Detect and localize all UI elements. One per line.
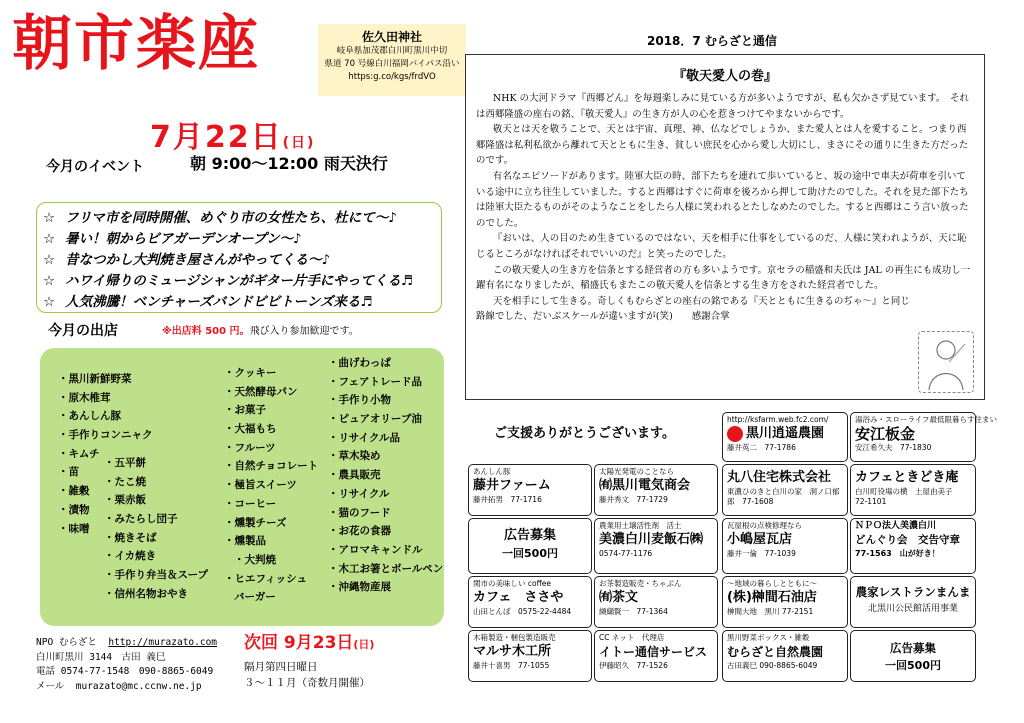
shop-item: ・草木染め — [328, 450, 381, 463]
shop-item: ・手作り弁当＆スープ — [104, 569, 208, 582]
shops-panel — [40, 348, 444, 626]
event-item-text: フリマ市を同時開催、めぐり市の女性たち、杜にて～♪ — [65, 210, 397, 226]
saigo-portrait-icon — [918, 331, 974, 393]
sponsor-name: 美濃白川麦飯石㈱ — [599, 532, 704, 547]
shop-item: バーガー — [234, 591, 276, 604]
shrine-url[interactable]: https:g.co/kgs/frdVO — [348, 72, 436, 82]
event-item — [43, 206, 397, 226]
sponsor-name: 広告募集 — [890, 641, 936, 655]
sponsor-name: 農家レストランまんま — [855, 585, 971, 599]
shop-item: ・みたらし団子 — [104, 513, 178, 526]
shop-item: ・沖縄物産展 — [328, 581, 391, 594]
sponsor-name: むらざと自然農園 — [727, 645, 824, 659]
star-icon: ☆ — [43, 294, 56, 310]
sponsor-sub: 黒川野菜ボックス・雑穀 — [727, 633, 810, 642]
shops-column-3 — [224, 364, 318, 607]
sponsor-card[interactable] — [468, 518, 592, 574]
sponsor-sub: ～地域の暮らしとともに～ — [727, 579, 817, 588]
event-date-text: 7月22日 — [150, 120, 283, 155]
newsletter-body — [476, 91, 974, 325]
sponsor-contact: 藤井英二 77-1786 — [727, 443, 796, 452]
shop-item: ・イカ焼き — [104, 550, 157, 563]
shop-item: ・原木椎茸 — [58, 391, 111, 404]
shop-item: ・リサイクル — [328, 487, 390, 500]
shop-item: ・漬物 — [58, 503, 90, 516]
sponsor-card[interactable] — [850, 464, 976, 516]
sponsor-card[interactable] — [468, 576, 592, 628]
shop-item: ・キムチ — [58, 447, 100, 460]
shop-item: ・燻製品 — [224, 535, 266, 548]
sponsor-name: ㈲茶文 — [599, 590, 639, 605]
shop-item: ・クッキー — [224, 367, 277, 379]
newsletter-paragraph: NHK の大河ドラマ『西郷どん』を毎週楽しみに見ている方が多いようですが、私も欠かさず見ています。 それは西郷隆盛の座右の銘、『敬天愛人』の生き方が人の心を惹きつけてやまないからです。 — [476, 93, 970, 120]
sponsor-contact: 藤井拓男 77-1716 — [473, 495, 542, 504]
sponsor-sub: 湯浴み・スローライフ最低限暮らす住まい — [855, 415, 998, 424]
sponsor-name: 黒川逍遥農園 — [746, 426, 825, 441]
event-item-text: 暑い！朝からビアガーデンオープン～♪ — [65, 231, 302, 247]
sponsor-contact: 藤井一倫 77-1039 — [727, 549, 796, 558]
next-months: ３～１１月（奇数月開催） — [244, 677, 370, 689]
event-time: 朝 9:00～12:00 雨天決行 — [190, 154, 388, 173]
shop-item: ・お花の食器 — [328, 525, 391, 538]
event-date — [150, 112, 315, 156]
shop-item: ・猫のフード — [328, 506, 391, 519]
sponsor-card[interactable] — [850, 412, 998, 462]
shop-item: ・信州名物おやき — [104, 587, 188, 600]
shop-item: ・大判焼 — [234, 553, 276, 566]
shop-item: ・たこ焼 — [104, 475, 146, 488]
sponsor-sub: 瓦屋根の点検修理なら — [727, 521, 802, 530]
shops-welcome: 飛び入り参加歓迎です。 — [249, 326, 359, 337]
farm-logo-icon — [727, 426, 743, 442]
footer-url[interactable]: http://murazato.com — [108, 637, 218, 648]
shop-item: ・フェアトレード品 — [328, 375, 422, 388]
shops-fee: ※出店料 500 円。 — [162, 326, 250, 337]
sponsor-contact: 一回500円 — [885, 659, 941, 672]
sponsor-card[interactable] — [722, 412, 848, 462]
event-list — [36, 202, 442, 313]
page-title: 朝市楽座 — [12, 9, 260, 79]
sponsor-card[interactable] — [594, 630, 718, 682]
footer-mail[interactable]: murazato@mc.ccnw.ne.jp — [75, 680, 202, 692]
sponsor-sub: http://ksfarm.web.fc2.com/ — [727, 415, 829, 424]
star-icon: ☆ — [43, 231, 56, 247]
footer-org: NPO むらざと — [36, 637, 97, 648]
sponsor-sub: 農業用土壌活性剤 活土 — [599, 521, 682, 530]
shop-item: ・栗赤飯 — [104, 494, 146, 507]
star-icon: ☆ — [43, 252, 56, 268]
sponsor-name: 小嶋屋瓦店 — [727, 532, 793, 547]
event-item — [43, 269, 413, 289]
shop-item: ・曲げわっぱ — [328, 357, 391, 369]
sponsor-contact: 安江希久夫 77-1830 — [855, 443, 932, 452]
sponsor-card[interactable] — [722, 630, 848, 682]
footer-phone: 電話 0574-77-1548 090-8865-6049 — [36, 666, 214, 677]
shrine-info — [318, 24, 466, 96]
sponsor-contact: 一回500円 — [502, 547, 558, 560]
sponsor-card[interactable] — [468, 464, 592, 516]
shop-item: ・フルーツ — [224, 441, 276, 454]
newsletter-title: 『敬天愛人の巻』 — [672, 69, 777, 84]
event-label: 今月のイベント — [46, 159, 144, 175]
sponsor-sub: あんしん豚 — [473, 467, 511, 476]
next-day: (日) — [353, 638, 375, 651]
shop-item: ・焼きそば — [104, 531, 157, 544]
event-day: (日) — [282, 135, 316, 151]
shrine-name: 佐久田神社 — [361, 30, 422, 44]
sponsor-sub: ＮＰＯ法人美濃白川 — [855, 521, 937, 531]
sponsor-sub: CC ネット 代理店 — [599, 633, 665, 642]
shop-item: ・お菓子 — [224, 404, 266, 417]
shop-item: ・自然チョコレート — [224, 460, 319, 473]
shop-item: ・ヒエフィッシュ — [224, 572, 307, 585]
sponsor-name: カフェ ささや — [473, 590, 564, 605]
sponsor-contact: 0574-77-1176 — [599, 549, 653, 558]
shop-item: ・リサイクル品 — [328, 431, 401, 444]
newsletter-paragraph: この敬天愛人の生き方を信条とする経営者の方も多いようです。京セラの稲盛和夫氏は JAL の再生にも成功し一躍有名になりましたが、稲盛氏もまたこの敬天愛人を信条とする生き方をされた経営者でした。 — [476, 264, 971, 292]
sponsor-card[interactable] — [722, 576, 848, 628]
shop-item: ・五平餅 — [104, 457, 146, 469]
shop-item: ・農具販売 — [328, 469, 381, 482]
sponsor-name: (株)榊間石油店 — [727, 590, 817, 605]
shop-item: ・アロマキャンドル — [328, 543, 423, 556]
next-date-text: 次回 9月23日 — [244, 633, 354, 653]
event-item-text: 人気沸騰！ベンチャーズバンドビビトーンズ来る♬ — [65, 294, 373, 310]
sponsor-name: 藤井ファーム — [473, 478, 551, 493]
event-item — [43, 290, 372, 310]
sponsor-contact: 藤井十喜男 77-1055 — [473, 661, 550, 670]
footer-address: 白川町黒川 3144 古田 義巳 — [36, 651, 166, 663]
sponsor-name: どんぐり会 交告守章 — [855, 534, 960, 546]
newsletter-paragraph: 天を相手にして生きる。奇しくもむらざとの座右の銘である『天とともに生きるのぢゃ～』と同じ路線でした、だいぶスケールが違いますが(笑) 感謝合掌 — [476, 295, 910, 323]
sponsor-sub: 太陽光発電のことなら — [599, 467, 674, 476]
sponsor-card[interactable] — [594, 518, 718, 574]
shop-item: ・黒川新鮮野菜 — [58, 373, 132, 385]
sponsor-name: 広告募集 — [503, 528, 556, 543]
sponsor-name: 安江板金 — [855, 425, 916, 443]
sponsor-card[interactable] — [468, 630, 592, 682]
sponsor-contact: 山田とんぼ 0575-22-4484 — [473, 607, 572, 616]
star-icon: ☆ — [43, 210, 56, 226]
shops-label: 今月の出店 — [48, 323, 118, 339]
shop-item: ・味噌 — [58, 522, 90, 535]
shop-item: ・コーヒー — [224, 497, 277, 510]
sponsor-contact: 北黒川公民館活用事業 — [867, 604, 958, 614]
sponsor-name: ㈲黒川電気商会 — [599, 478, 691, 493]
newsletter-box — [465, 54, 985, 400]
shrine-route: 県道 70 号線白川福岡バイパス沿い — [324, 59, 460, 69]
shop-item: ・苗 — [58, 466, 79, 479]
shop-item: ・あんしん豚 — [58, 410, 121, 423]
sponsor-card[interactable] — [594, 464, 718, 516]
sponsor-card[interactable] — [722, 464, 848, 516]
shops-column-2 — [104, 454, 208, 604]
event-item — [43, 227, 302, 247]
sponsor-contact: 白川町役場の横 土屋由美子 72-1101 — [855, 487, 960, 506]
shop-item: ・ピュアオリーブ油 — [328, 413, 422, 426]
sponsor-contact: 77-1563 山が好き！ — [855, 549, 940, 558]
sponsor-sub: 関市の美味しい coffee — [473, 579, 551, 588]
next-schedule: 隔月第四日曜日 — [244, 661, 318, 673]
shop-item: ・燻製チーズ — [224, 516, 287, 529]
next-event-date — [244, 628, 374, 653]
shops-column-4 — [328, 354, 443, 597]
shop-item: ・天然酵母パン — [224, 385, 298, 398]
sponsor-card[interactable] — [594, 576, 718, 628]
sponsor-card[interactable] — [850, 576, 976, 628]
sponsor-sub: 木箱製造・梱包製造販売 — [473, 633, 556, 642]
sponsor-contact: 藤井秀文 77-1729 — [599, 495, 668, 504]
sponsor-name: マルサ木工所 — [473, 644, 552, 659]
sponsor-contact: 纐纈賢一 77-1364 — [599, 607, 668, 616]
event-item-text: 昔なつかし大判焼き屋さんがやってくる～♪ — [65, 252, 331, 268]
shop-item: ・手作り小物 — [328, 394, 391, 407]
event-item-text: ハワイ帰りのミュージシャンがギター片手にやってくる♬ — [65, 273, 414, 289]
shop-item: ・手作りコンニャク — [58, 429, 153, 442]
sponsor-name: イトー通信サービス — [599, 645, 708, 659]
footer-mail-label: メール — [36, 680, 65, 692]
sponsor-contact: 伊藤昭久 77-1526 — [599, 661, 668, 670]
sponsor-name: 丸八住宅株式会社 — [727, 470, 832, 485]
sponsor-contact: 古田義巳 090-8865-6049 — [727, 661, 818, 670]
shrine-address: 岐阜県加茂郡白川町黒川中切 — [336, 46, 448, 56]
newsletter-paragraph: 敬天とは天を敬うことで、天とは宇宙、真理、神、仏などでしょうか、また愛人とは人を愛すること。つまり西郷隆盛は私利私欲から離れて天とともに生き、貧しい庶民を心から愛し大切にし、まさにその通りに生きた方だったのです。 — [476, 124, 969, 167]
footer-contact — [36, 636, 217, 694]
sponsor-sub: お茶製造販売・ちゃぶん — [599, 579, 682, 588]
shops-note — [162, 322, 359, 337]
sponsor-contact: 東濃ひのきと白川の家 洞ノ口郁郎 77-1608 — [727, 487, 840, 506]
star-icon: ☆ — [43, 273, 56, 289]
shop-item: ・大福もち — [224, 423, 277, 436]
sponsors-heading: ご支援ありがとうございます。 — [494, 426, 675, 441]
shop-item: ・木工お箸とボールペン — [328, 562, 444, 575]
sponsor-contact: 榊間大地 黒川 77-2151 — [727, 607, 814, 616]
sponsor-name: カフェときどき庵 — [855, 470, 959, 485]
sponsor-card[interactable] — [850, 518, 976, 574]
newsletter-header: 2018．7 むらざと通信 — [647, 34, 777, 48]
event-item — [43, 248, 330, 268]
newsletter-paragraph: 有名なエピソードがあります。陸軍大臣の時、部下たちを連れて歩いていると、坂の途中で車夫が荷車を引いている途中に立ち往生していました。すると西郷はすぐに荷車を後ろから押して助けたのでした。それを見た部下たちは陸軍大臣たるものがそのようなことをしたら人様に笑われるとたしなめたのでした。すると西郷はこう言い放ったのでした。 — [476, 170, 969, 229]
newsletter-paragraph: 『おいは、人の目のため生きているのではない、天を相手に仕事をしているのだ、人様に笑われようが、天に恥じるところがなければそれでいいのだ』と笑ったのでした。 — [476, 233, 967, 260]
sponsor-card[interactable] — [722, 518, 848, 574]
sponsor-card[interactable] — [850, 630, 976, 682]
shop-item: ・雑穀 — [58, 485, 90, 498]
next-event-info — [244, 659, 370, 691]
shop-item: ・極旨スイーツ — [224, 479, 297, 492]
